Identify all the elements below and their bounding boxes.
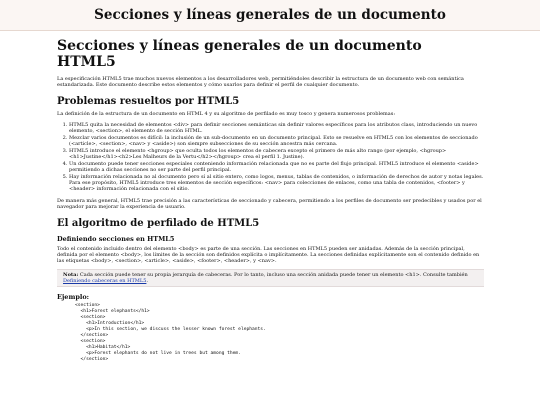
- page-title: Secciones y líneas generales de un documento HTML5: [57, 38, 422, 70]
- list-item: 4. Un documento puede tener secciones especiales conteniendo información relacionada que no es parte del flujo principal. HTML5 introduce el elemento <aside> permitiendo a dichas secciones no ser parte del perfil principal.: [69, 161, 484, 173]
- note-box: [57, 269, 484, 287]
- note-label: Nota:: [63, 272, 79, 278]
- top-banner: [0, 0, 540, 31]
- note-link[interactable]: Definiendo cabeceras en HTML5: [63, 278, 147, 284]
- article-content: [0, 38, 540, 363]
- problems-closing: De manera más general, HTML5 trae precisión a las características de seccionado y cabecera, permitiendo a los perfiles de documento ser predecibles y usados por el navegador para mejorar la experiencia de usuario.: [57, 198, 482, 210]
- code-line: </section>: [75, 333, 109, 338]
- code-line: <h1>Introduction</h1>: [75, 321, 145, 326]
- code-line: </section>: [75, 357, 109, 362]
- list-item: 5. Hay información relacionada no al documento pero sí al sitio entero, como logos, menus, tablas de contenidos, o información de derechos de autor y notas legales. Para ese propósito, HTML5 introduce tres elementos de sección específicos: <nav> para colecciones de enlaces, como una tabla de contenidos, <footer> y <header> información relacionada con el sitio.: [69, 174, 484, 192]
- problems-heading: Problemas resueltos por HTML5: [57, 96, 240, 107]
- defining-sections-heading: Definiendo secciones en HTML5: [57, 235, 175, 243]
- intro-paragraph: La especificación HTML5 trae muchos nuevos elementos a los desarrolladores web, permitiéndoles describir la estructura de un documento web con semántica estandarizada. Este documento describe estos elementos y cómo usarlos para definir el perfil de cualquier documento.: [57, 76, 464, 88]
- algorithm-body: Todo el contenido incluido dentro del elemento <body> es parte de una sección. Las secciones en HTML5 pueden ser anidadas. Además de la sección principal, definida por el elemento <body>, los límites de la sección son definidos explícita o implícitamente. La secciones definidas explícitamente son el contenido definido en las etiquetas <body>, <section>, <article>, <aside>, <footer>, <header>, y <nav>.: [57, 246, 480, 264]
- list-item: 1. HTML5 quita la necesidad de elementos <div> para definir secciones semánticas sin definir valores específicos para los atributos class, introduciendo un nuevo elemento, <section>, el elemento de sección HTML.: [69, 122, 484, 134]
- algorithm-heading: El algoritmo de perfilado de HTML5: [57, 218, 260, 229]
- code-example: [57, 303, 484, 363]
- list-item: 3. HTML5 introduce el elemento <hgroup> que oculta todos los elementos de cabecera excepto el primero de más alto rango (por ejemplo, <hgroup> <h1>Justine</h1><h2>Les Malheurs de la Vertu</h2></hgroup> crea el perfil 1. Justine).: [69, 148, 484, 160]
- problems-list: [57, 122, 484, 192]
- code-line: <p>Forest elephants do not live in trees but among them.: [75, 351, 241, 356]
- note-end: .: [146, 278, 149, 284]
- code-line: <section>: [75, 315, 106, 320]
- problems-lead: La definición de la estructura de un documento en HTML 4 y su algoritmo de perfilado es muy tosco y genera numerosos problemas:: [57, 111, 396, 117]
- example-label: Ejemplo:: [57, 293, 90, 301]
- list-item: 2. Mezclar varios documentos es difícil: la inclusión de un sub-documento en un documento principal. Esto se resuelve en HTML5 con los elementos de seccionado (<article>, <section>, <nav> y <aside>) son siempre subsecciones de su sección ancestra más cercana.: [69, 135, 484, 147]
- code-line: <h1>Forest elephants</h1>: [75, 309, 150, 314]
- code-line: <section>: [75, 303, 100, 308]
- code-line: <p>In this section, we discuss the lesser known forest elephants.: [75, 327, 266, 332]
- banner-title: Secciones y líneas generales de un documento: [94, 7, 446, 23]
- note-text: Cada sección puede tener su propia jerarquía de cabeceras. Por lo tanto, incluso una sección anidada puede tener un elemento <h1>. Consulte también: [79, 272, 468, 278]
- code-line: <section>: [75, 339, 106, 344]
- code-line: <h1>Habitat</h1>: [75, 345, 131, 350]
